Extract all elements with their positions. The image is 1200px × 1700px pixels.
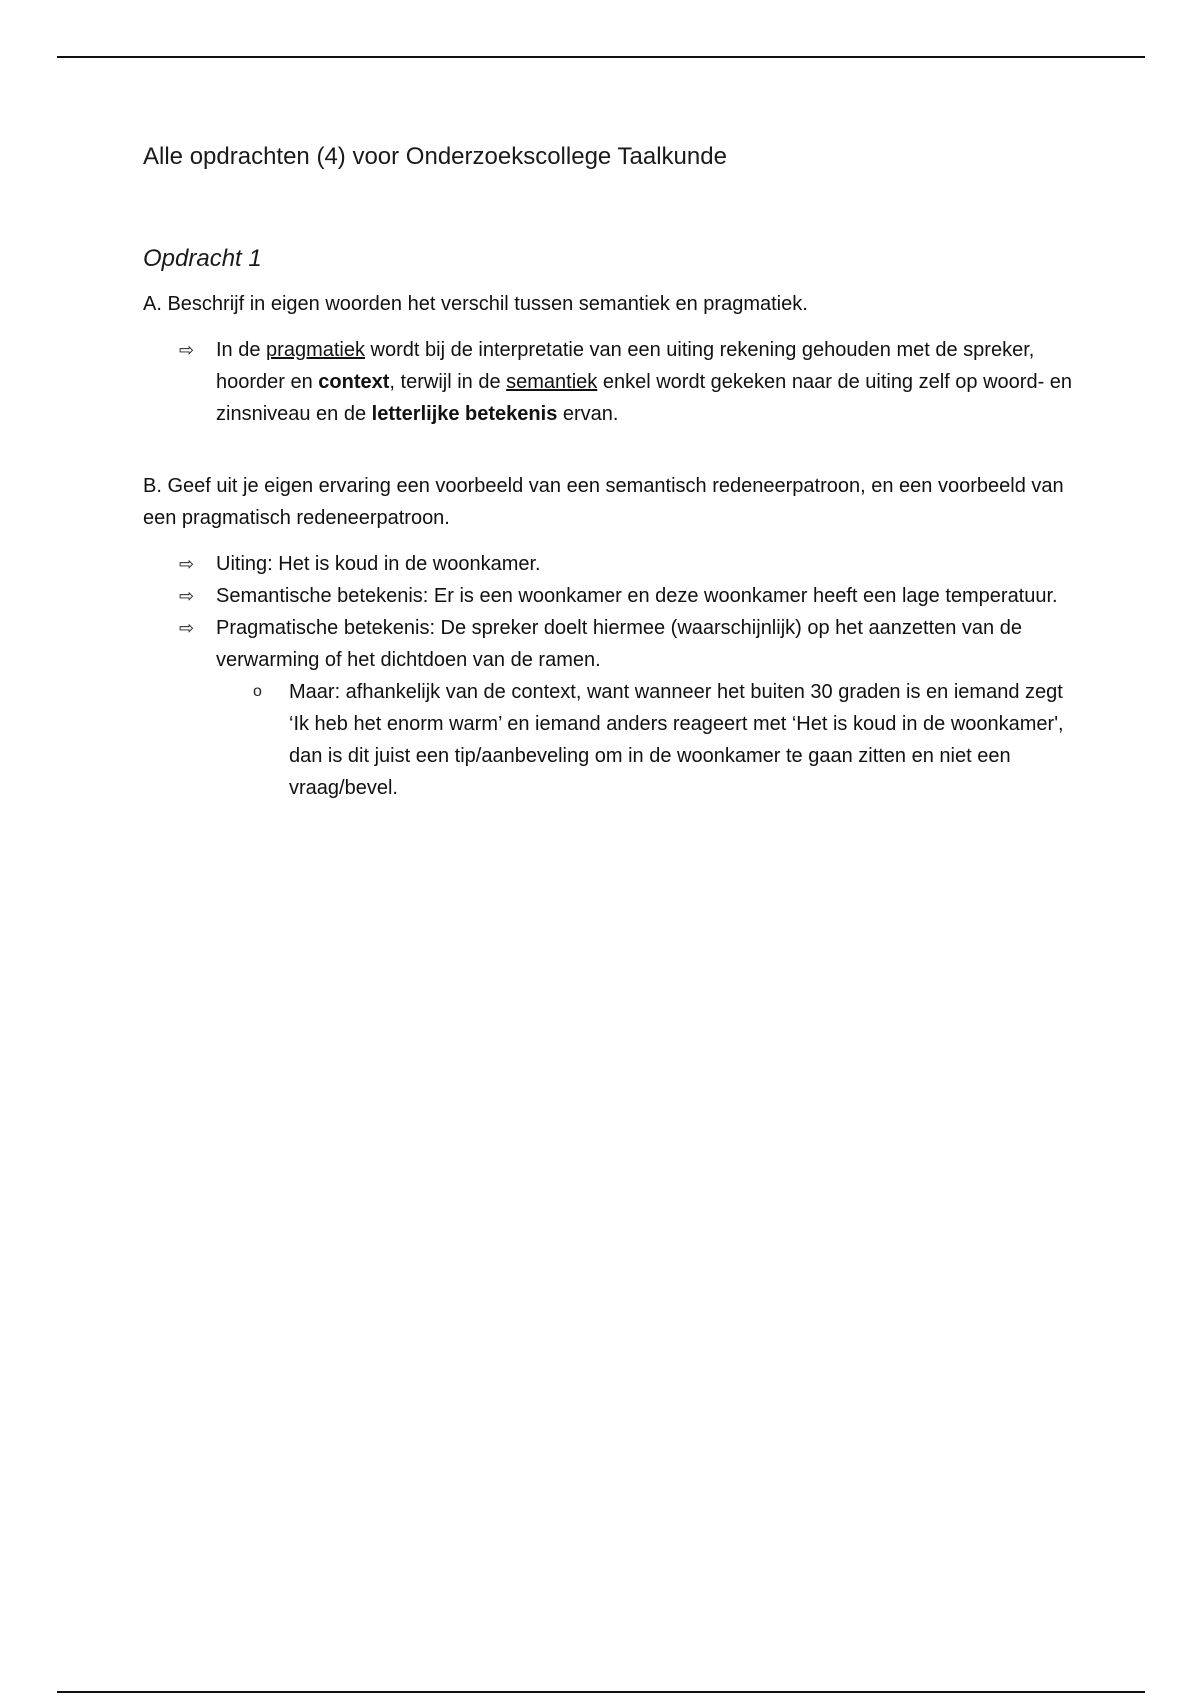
answer-b-list [143, 548, 1073, 804]
term-pragmatiek: pragmatiek [266, 339, 365, 361]
term-semantiek: semantiek [506, 371, 598, 393]
term-context: context [318, 371, 390, 393]
arrow-bullet-icon: ⇨ [179, 554, 195, 574]
answer-b-subitem [253, 676, 1073, 804]
document-title: Alle opdrachten (4) voor Onderzoekscollege Taalkunde [143, 143, 727, 170]
answer-b-subitem-text: Maar: afhankelijk van de context, want wanneer het buiten 30 graden is en iemand zegt ‘Ik heb het enorm warm’ en iemand anders reageert met ‘Het is koud in de woonkamer', dan is dit juist een tip/aanbeveling om in de woonkamer te gaan zitten en niet een vraag/bevel. [289, 681, 1064, 799]
answer-a-list [143, 334, 1073, 430]
answer-b-text: Uiting: Het is koud in de woonkamer. [216, 553, 541, 575]
term-letterlijke-betekenis: letterlijke betekenis [371, 403, 558, 425]
arrow-bullet-icon: ⇨ [179, 618, 195, 638]
question-a: A. Beschrijf in eigen woorden het verschil tussen semantiek en pragmatiek. [143, 293, 808, 315]
answer-a-text-2: wordt bij de interpretatie van een uiting rekening gehouden met de spreker, hoorder en [216, 339, 1035, 393]
footer-rule [57, 1691, 1145, 1693]
answer-b-text: Pragmatische betekenis: De spreker doelt hiermee (waarschijnlijk) op het aanzetten van de verwarming of het dichtdoen van de ramen. [216, 617, 1022, 671]
answer-a-text-4: enkel wordt gekeken naar de uiting zelf op woord- en zinsniveau en de [216, 371, 1073, 425]
answer-a-text-3: , terwijl in de [389, 371, 507, 393]
answer-b-sublist [216, 676, 1073, 804]
circle-bullet-icon: o [253, 683, 262, 700]
answer-b-text: Semantische betekenis: Er is een woonkamer en deze woonkamer heeft een lage temperatuur. [216, 585, 1058, 607]
question-b: B. Geef uit je eigen ervaring een voorbeeld van een semantisch redeneerpatroon, en een voorbeeld van een pragmatisch redeneerpatroon. [143, 475, 1064, 529]
answer-b-item [179, 548, 1073, 580]
document-body [143, 140, 1073, 804]
answer-a-text-5: ervan. [557, 403, 619, 425]
arrow-bullet-icon: ⇨ [179, 340, 195, 360]
answer-b-item [179, 580, 1073, 612]
arrow-bullet-icon: ⇨ [179, 586, 195, 606]
answer-a-item [179, 334, 1073, 430]
answer-a-text-1: In de [216, 339, 267, 361]
section-heading-opdracht-1: Opdracht 1 [143, 245, 262, 272]
header-rule [57, 56, 1145, 58]
answer-b-item [179, 612, 1073, 804]
